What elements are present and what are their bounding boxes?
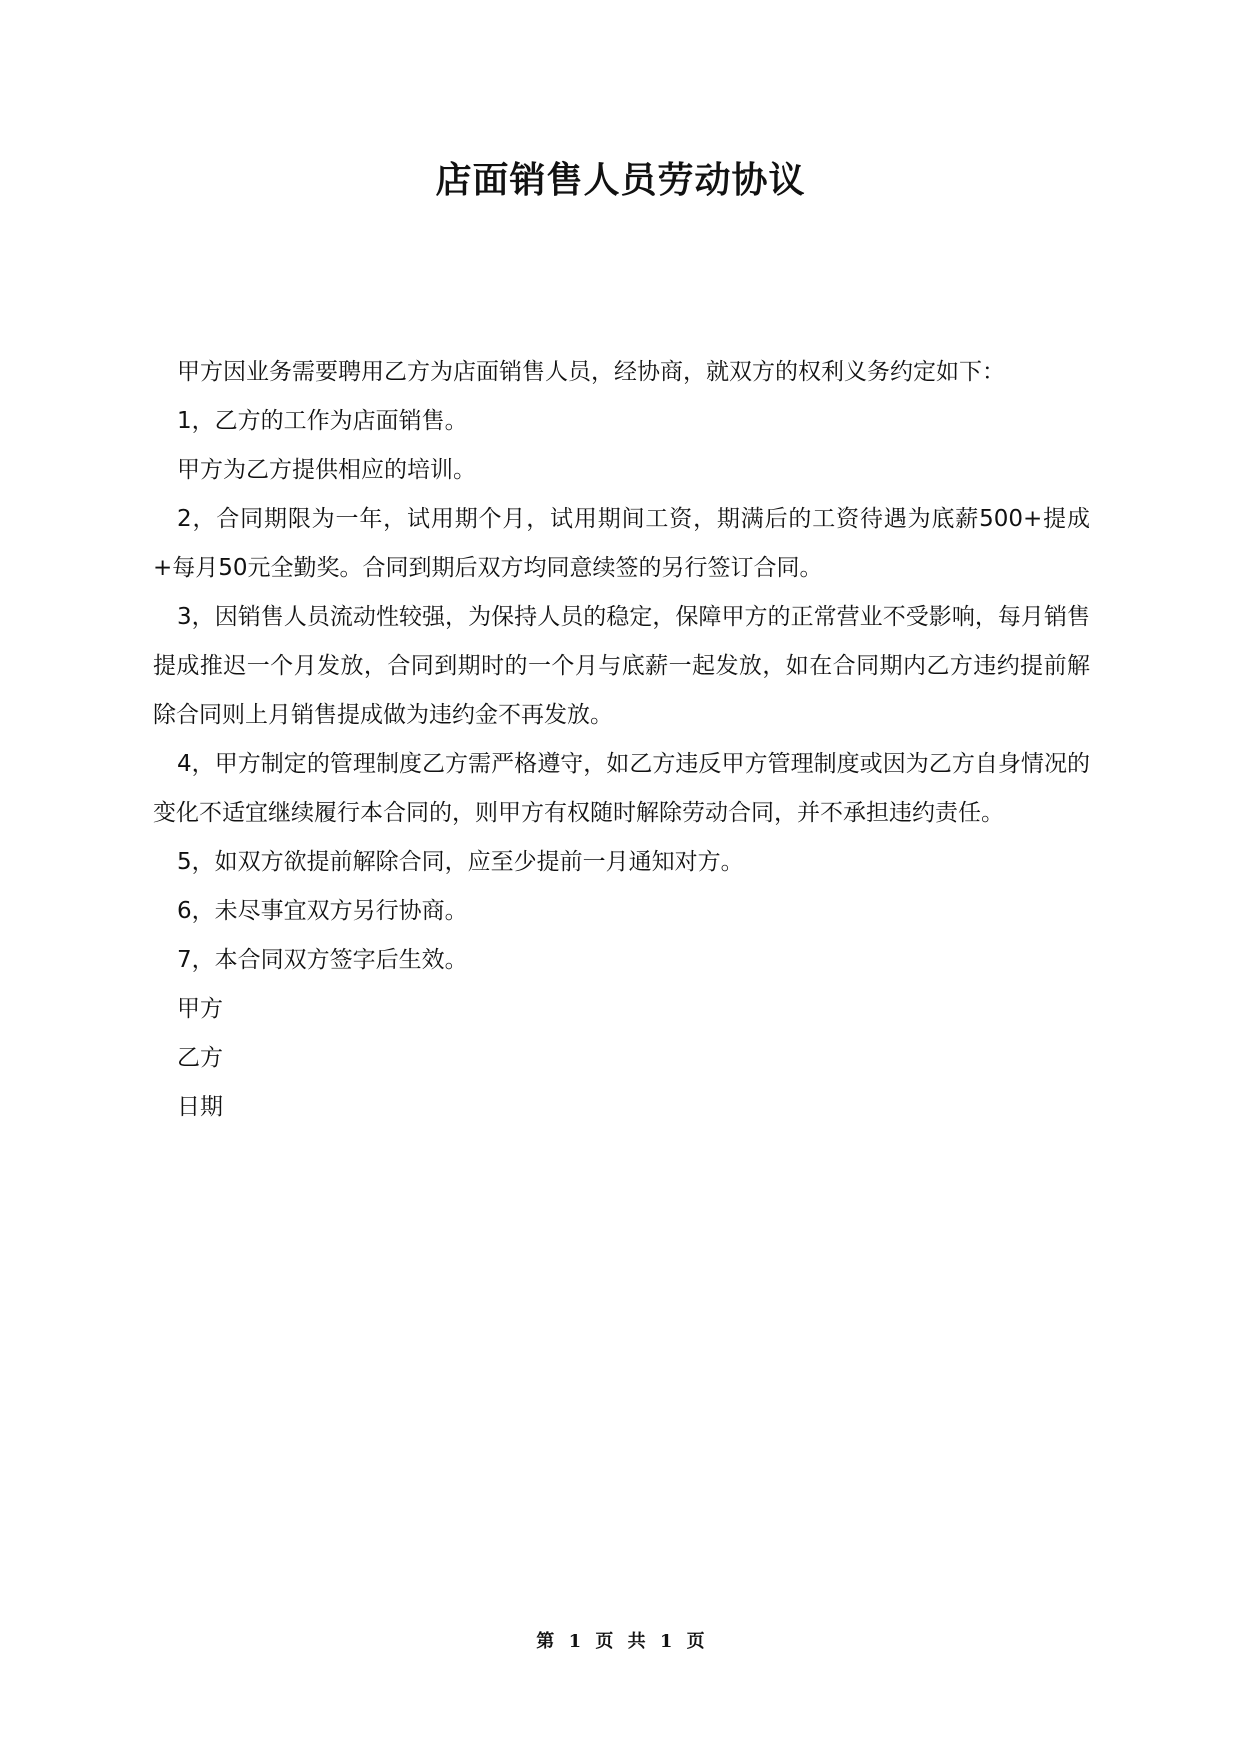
clause-7: 7，本合同双方签字后生效。 [177,947,468,973]
document-body [153,348,1090,1132]
clause-5: 5，如双方欲提前解除合同，应至少提前一月通知对方。 [177,849,744,875]
clause-6: 6，未尽事宜双方另行协商。 [177,898,468,924]
intro-paragraph: 甲方因业务需要聘用乙方为店面销售人员，经协商，就双方的权利义务约定如下： [177,359,1005,385]
signature-date: 日期 [177,1094,223,1120]
signature-party-b: 乙方 [177,1045,223,1071]
page-number-footer: 第 1 页 共 1 页 [536,1631,705,1652]
clause-3: 3，因销售人员流动性较强，为保持人员的稳定，保障甲方的正常营业不受影响，每月销售提成推迟一个月发放，合同到期时的一个月与底薪一起发放，如在合同期内乙方违约提前解除合同则上月销售提成做为违约金不再发放。 [153,604,1090,728]
clause-1-training: 甲方为乙方提供相应的培训。 [177,457,476,483]
clause-2: 2，合同期限为一年，试用期个月，试用期间工资，期满后的工资待遇为底薪500+提成+每月50元全勤奖。合同到期后双方均同意续签的另行签订合同。 [153,506,1090,581]
signature-party-a: 甲方 [177,996,223,1022]
document-title: 店面销售人员劳动协议 [435,160,806,201]
clause-1: 1，乙方的工作为店面销售。 [177,408,468,434]
clause-4: 4，甲方制定的管理制度乙方需严格遵守，如乙方违反甲方管理制度或因为乙方自身情况的变化不适宜继续履行本合同的，则甲方有权随时解除劳动合同，并不承担违约责任。 [153,751,1090,826]
